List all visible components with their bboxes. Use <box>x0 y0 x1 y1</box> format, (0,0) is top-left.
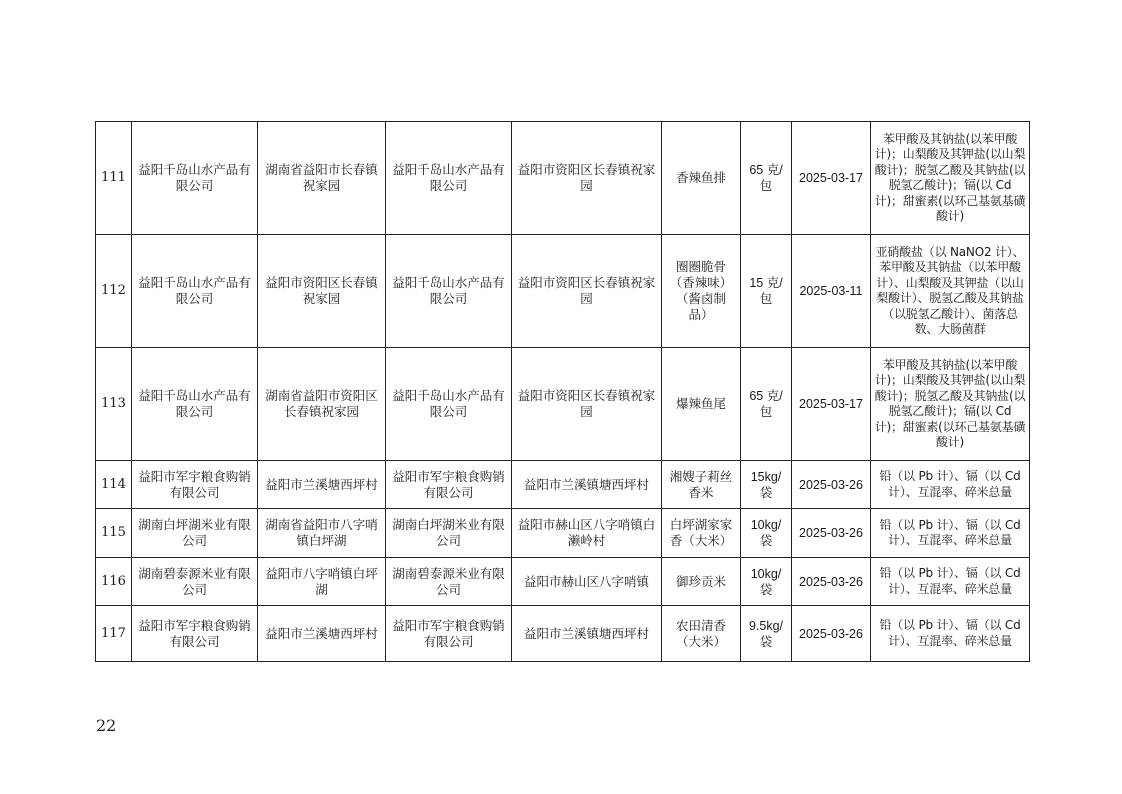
product-name: 圈圈脆骨（香辣味）（酱卤制品） <box>662 235 741 348</box>
table-row <box>96 461 1030 509</box>
producer-address: 湖南省益阳市资阳区长春镇祝家园 <box>258 348 386 461</box>
producer-address: 益阳市兰溪塘西坪村 <box>258 606 386 662</box>
product-name: 香辣鱼排 <box>662 122 741 235</box>
test-items: 铅（以 Pb 计）、镉（以 Cd 计）、互混率、碎米总量 <box>871 509 1030 558</box>
page-number: 22 <box>96 716 117 735</box>
production-date: 2025-03-11 <box>792 235 871 348</box>
seller-address: 益阳市赫山区八字哨镇 <box>512 558 662 606</box>
row-number: 117 <box>96 606 132 662</box>
row-number: 114 <box>96 461 132 509</box>
seller-address: 益阳市资阳区长春镇祝家园 <box>512 348 662 461</box>
seller-address: 益阳市兰溪镇塘西坪村 <box>512 606 662 662</box>
row-number: 113 <box>96 348 132 461</box>
table-row <box>96 348 1030 461</box>
test-items: 亚硝酸盐（以 NaNO2 计）、苯甲酸及其钠盐（以苯甲酸计）、山梨酸及其钾盐（以山梨酸计）、脱氢乙酸及其钠盐（以脱氢乙酸计）、菌落总数、大肠菌群 <box>871 235 1030 348</box>
producer-name: 湖南白坪湖米业有限公司 <box>132 509 258 558</box>
table-row <box>96 558 1030 606</box>
production-date: 2025-03-26 <box>792 606 871 662</box>
seller-name: 湖南碧泰源米业有限公司 <box>386 558 512 606</box>
producer-address: 湖南省益阳市八字哨镇白坪湖 <box>258 509 386 558</box>
seller-name: 益阳千岛山水产品有限公司 <box>386 122 512 235</box>
producer-name: 益阳市军宇粮食购销有限公司 <box>132 461 258 509</box>
product-spec: 15 克/包 <box>741 235 792 348</box>
production-date: 2025-03-17 <box>792 348 871 461</box>
table-row <box>96 235 1030 348</box>
seller-address: 益阳市资阳区长春镇祝家园 <box>512 235 662 348</box>
seller-name: 益阳市军宇粮食购销有限公司 <box>386 606 512 662</box>
test-items: 苯甲酸及其钠盐(以苯甲酸计)；山梨酸及其钾盐(以山梨酸计)；脱氢乙酸及其钠盐(以脱氢乙酸计)；镉(以 Cd 计)；甜蜜素(以环己基氨基磺酸计) <box>871 122 1030 235</box>
product-name: 白坪湖家家香（大米） <box>662 509 741 558</box>
producer-name: 益阳千岛山水产品有限公司 <box>132 235 258 348</box>
inspection-table <box>95 121 1030 662</box>
producer-address: 益阳市兰溪塘西坪村 <box>258 461 386 509</box>
production-date: 2025-03-26 <box>792 461 871 509</box>
row-number: 112 <box>96 235 132 348</box>
producer-address: 益阳市资阳区长春镇祝家园 <box>258 235 386 348</box>
row-number: 115 <box>96 509 132 558</box>
test-items: 铅（以 Pb 计）、镉（以 Cd 计）、互混率、碎米总量 <box>871 606 1030 662</box>
table-row <box>96 122 1030 235</box>
producer-name: 益阳千岛山水产品有限公司 <box>132 348 258 461</box>
product-spec: 10kg/袋 <box>741 509 792 558</box>
producer-name: 益阳市军宇粮食购销有限公司 <box>132 606 258 662</box>
seller-name: 益阳市军宇粮食购销有限公司 <box>386 461 512 509</box>
product-name: 湘嫂子莉丝香米 <box>662 461 741 509</box>
producer-name: 益阳千岛山水产品有限公司 <box>132 122 258 235</box>
seller-address: 益阳市兰溪镇塘西坪村 <box>512 461 662 509</box>
seller-address: 益阳市资阳区长春镇祝家园 <box>512 122 662 235</box>
product-name: 御珍贡米 <box>662 558 741 606</box>
producer-address: 湖南省益阳市长春镇祝家园 <box>258 122 386 235</box>
table-row <box>96 509 1030 558</box>
product-spec: 65 克/包 <box>741 348 792 461</box>
table-row <box>96 606 1030 662</box>
production-date: 2025-03-26 <box>792 509 871 558</box>
product-spec: 9.5kg/袋 <box>741 606 792 662</box>
test-items: 铅（以 Pb 计）、镉（以 Cd 计）、互混率、碎米总量 <box>871 558 1030 606</box>
product-spec: 65 克/包 <box>741 122 792 235</box>
production-date: 2025-03-17 <box>792 122 871 235</box>
product-spec: 10kg/袋 <box>741 558 792 606</box>
test-items: 铅（以 Pb 计）、镉（以 Cd 计）、互混率、碎米总量 <box>871 461 1030 509</box>
product-name: 爆辣鱼尾 <box>662 348 741 461</box>
seller-name: 益阳千岛山水产品有限公司 <box>386 235 512 348</box>
product-spec: 15kg/袋 <box>741 461 792 509</box>
row-number: 116 <box>96 558 132 606</box>
product-name: 农田清香（大米） <box>662 606 741 662</box>
producer-name: 湖南碧泰源米业有限公司 <box>132 558 258 606</box>
test-items: 苯甲酸及其钠盐(以苯甲酸计)；山梨酸及其钾盐(以山梨酸计)；脱氢乙酸及其钠盐(以脱氢乙酸计)；镉(以 Cd 计)；甜蜜素(以环己基氨基磺酸计) <box>871 348 1030 461</box>
row-number: 111 <box>96 122 132 235</box>
seller-name: 益阳千岛山水产品有限公司 <box>386 348 512 461</box>
producer-address: 益阳市八字哨镇白坪湖 <box>258 558 386 606</box>
production-date: 2025-03-26 <box>792 558 871 606</box>
seller-address: 益阳市赫山区八字哨镇白濑岭村 <box>512 509 662 558</box>
seller-name: 湖南白坪湖米业有限公司 <box>386 509 512 558</box>
